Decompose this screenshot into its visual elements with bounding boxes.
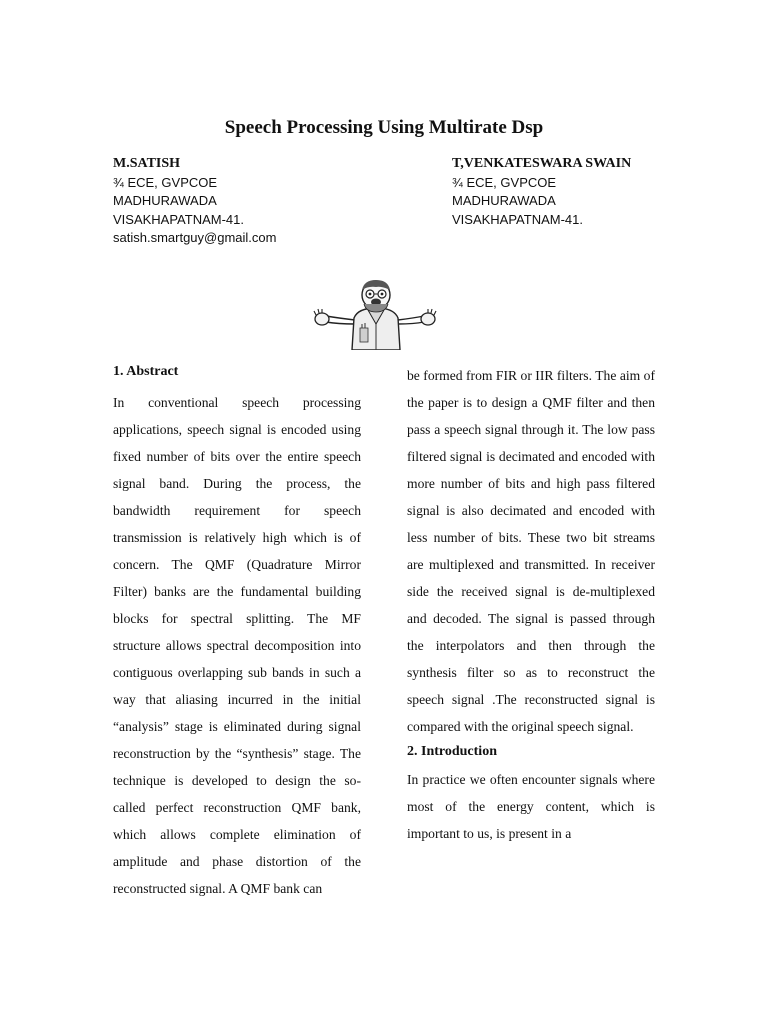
- author-name: M.SATISH: [113, 156, 181, 171]
- abstract-heading: 1. Abstract: [113, 364, 179, 379]
- author-affiliation: ¾ ECE, GVPCOE: [113, 174, 218, 190]
- author-name: T,VENKATESWARA SWAIN: [452, 156, 632, 171]
- abstract-paragraph: In conventional speech processing applications, speech signal is encoded using fixed number of bits over the entire speech signal band. During the process, the bandwidth requirement for speech transmission is relatively high which is of concern. The QMF (Quadrature Mirror Filter) banks are the fundamental building blocks for spectral splitting. The MF structure allows spectral decomposition into contiguous overlapping sub bands in such a way that aliasing incurred in the initial “analysis” stage is eliminated during signal reconstruction by the “synthesis” stage. The technique is developed to design the so-called perfect reconstruction QMF bank, which allows complete elimination of amplitude and phase distortion of the reconstructed signal. A QMF bank can: [113, 395, 361, 896]
- abstract-paragraph-continued: be formed from FIR or IIR filters. The aim of the paper is to design a QMF filter and then pass a speech signal through it. The low pass filtered signal is decimated and encoded with more number of bits and high pass filtered signal is also decimated and encoded with less number of bits. These two bit streams are multiplexed and transmitted. In receiver side the received signal is de-multiplexed and decoded. The signal is passed through the interpolators and then through the synthesis filter so as to reconstruct the speech signal .The reconstructed signal is compared with the original speech signal.: [407, 368, 655, 734]
- right-column: [407, 362, 655, 847]
- cartoon-professor-icon: [310, 278, 440, 350]
- author-city: VISAKHAPATNAM-41.: [452, 211, 583, 227]
- author-address: MADHURAWADA: [113, 193, 217, 208]
- author-block: [452, 155, 631, 229]
- paper-title: Speech Processing Using Multirate Dsp: [224, 117, 544, 138]
- author-email: satish.smartguy@gmail.com: [113, 230, 277, 245]
- author-affiliation: ¾ ECE, GVPCOE: [452, 174, 557, 190]
- introduction-paragraph: In practice we often encounter signals where most of the energy content, which is important to us, is present in a: [407, 772, 655, 841]
- abstract-left-column: [113, 362, 361, 902]
- author-city: VISAKHAPATNAM-41.: [113, 211, 244, 227]
- author-block: [113, 155, 276, 248]
- author-address: MADHURAWADA: [452, 193, 556, 208]
- introduction-heading: 2. Introduction: [407, 744, 497, 759]
